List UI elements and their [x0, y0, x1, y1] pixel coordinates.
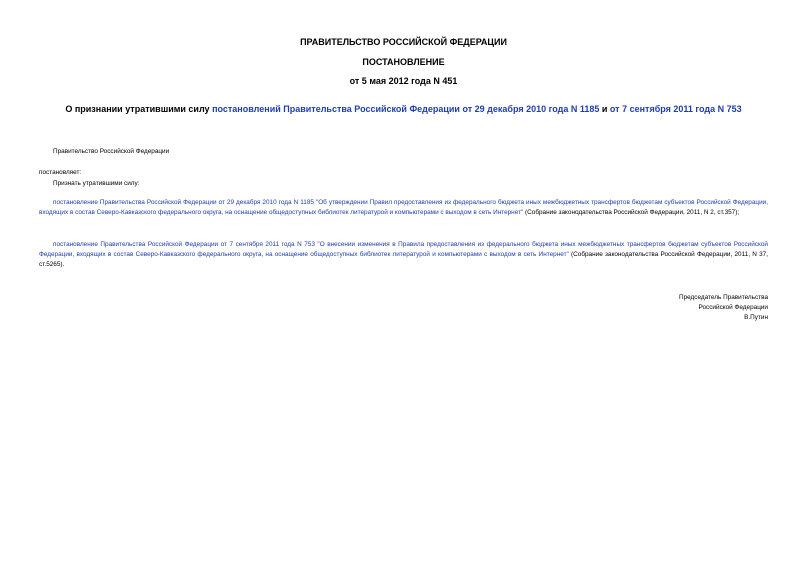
item-decree-753-source: (Собрание законодательства Российской Федерации, 2011, N 37, ст.5265). [39, 251, 768, 268]
item-decree-753-link[interactable]: постановление Правительства Российской Федерации от 7 сентября 2011 года N 753 "О внесении изменения в Правила предоставления из федерального бюджета иных межбюджетных трансфертов бюджетам субъектов Российской Федерации, входящих в состав Северо-Кавказского федерального округа, на оснащение общедоступных библиотек литературой и компьютерами с выходом в сеть Интернет" [39, 241, 768, 258]
signature-name: В.Путин [744, 314, 768, 321]
title-prefix: О признании утратившими силу [65, 104, 213, 114]
item-decree-1185-source: (Собрание законодательства Российской Федерации, 2011, N 2, ст.357); [523, 209, 740, 216]
decrees-text: постановляет: [39, 169, 82, 176]
date-number-heading: от 5 мая 2012 года N 451 [349, 76, 458, 86]
doc-type-heading: ПОСТАНОВЛЕНИЕ [362, 57, 445, 67]
item-decree-753 [39, 240, 768, 270]
org-heading: ПРАВИТЕЛЬСТВО РОССИЙСКОЙ ФЕДЕРАЦИИ [300, 37, 507, 47]
item-decree-1185-link[interactable]: постановление Правительства Российской Федерации от 29 декабря 2010 года N 1185 "Об утверждении Правил предоставления из федерального бюджета иных межбюджетных трансфертов бюджетам субъектов Российской Федерации, входящих в состав Северо-Кавказского федерального округа, на оснащение общедоступных библиотек литературой и компьютерами с выходом в сеть Интернет" [39, 199, 768, 216]
title-middle: и [599, 104, 610, 114]
title-link-decree-753[interactable]: от 7 сентября 2011 года N 753 [609, 104, 742, 114]
signature-position: Председатель Правительства [679, 294, 768, 301]
item-decree-1185 [39, 198, 768, 218]
issuer-text: Правительство Российской Федерации [53, 148, 170, 155]
signature-country: Российской Федерации [698, 304, 768, 311]
title-link-decree-1185[interactable]: постановлений Правительства Российской Федерации от 29 декабря 2010 года N 1185 [212, 104, 600, 114]
document-title [0, 104, 807, 115]
recognize-text: Признать утратившими силу: [53, 180, 140, 187]
